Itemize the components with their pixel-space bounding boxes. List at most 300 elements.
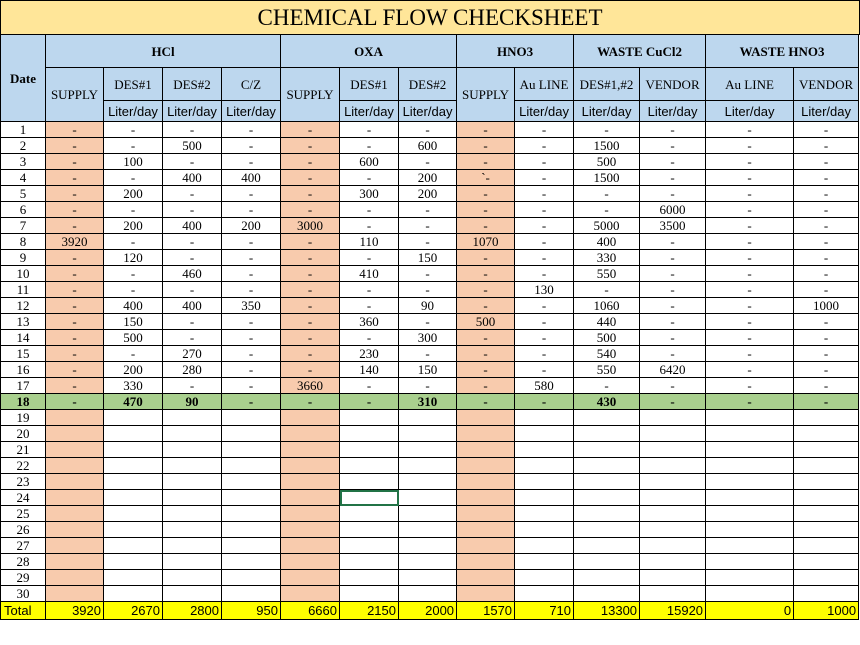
data-cell[interactable] (706, 410, 794, 426)
date-cell[interactable]: 4 (1, 170, 46, 186)
data-cell[interactable]: - (163, 186, 222, 202)
data-cell[interactable] (399, 426, 457, 442)
data-cell[interactable] (163, 586, 222, 602)
data-cell[interactable] (104, 442, 163, 458)
data-cell[interactable] (222, 458, 281, 474)
data-cell[interactable]: - (163, 282, 222, 298)
data-cell[interactable]: - (104, 170, 163, 186)
data-cell[interactable]: - (399, 282, 457, 298)
date-cell[interactable]: 13 (1, 314, 46, 330)
data-cell[interactable]: - (794, 250, 859, 266)
data-cell[interactable]: - (706, 378, 794, 394)
data-cell[interactable]: - (457, 154, 515, 170)
data-cell[interactable]: 3920 (46, 234, 104, 250)
total-cell[interactable]: 710 (515, 602, 574, 620)
data-cell[interactable]: - (399, 346, 457, 362)
data-cell[interactable]: 150 (399, 250, 457, 266)
data-cell[interactable]: - (46, 394, 104, 410)
data-cell[interactable]: - (640, 170, 706, 186)
data-cell[interactable] (515, 490, 574, 506)
data-cell[interactable] (340, 426, 399, 442)
data-cell[interactable]: - (640, 234, 706, 250)
data-cell[interactable] (457, 490, 515, 506)
total-cell[interactable]: 3920 (46, 602, 104, 620)
total-cell[interactable]: 6660 (281, 602, 340, 620)
total-cell[interactable]: 1000 (794, 602, 859, 620)
data-cell[interactable] (163, 522, 222, 538)
data-cell[interactable]: 350 (222, 298, 281, 314)
data-cell[interactable] (794, 586, 859, 602)
data-cell[interactable]: - (706, 330, 794, 346)
date-cell[interactable]: 27 (1, 538, 46, 554)
data-cell[interactable]: 6000 (640, 202, 706, 218)
data-cell[interactable] (399, 570, 457, 586)
data-cell[interactable] (515, 474, 574, 490)
data-cell[interactable]: 430 (574, 394, 640, 410)
data-cell[interactable]: 3500 (640, 218, 706, 234)
data-cell[interactable] (340, 506, 399, 522)
data-cell[interactable]: 200 (104, 186, 163, 202)
data-cell[interactable] (706, 458, 794, 474)
data-cell[interactable] (640, 458, 706, 474)
data-cell[interactable] (640, 410, 706, 426)
column-header-au-line[interactable]: Au LINE (706, 68, 794, 101)
data-cell[interactable] (104, 490, 163, 506)
data-cell[interactable] (281, 458, 340, 474)
data-cell[interactable] (222, 538, 281, 554)
data-cell[interactable]: - (574, 186, 640, 202)
date-cell[interactable]: 16 (1, 362, 46, 378)
data-cell[interactable] (340, 586, 399, 602)
data-cell[interactable]: - (399, 218, 457, 234)
data-cell[interactable]: - (340, 138, 399, 154)
data-cell[interactable]: - (706, 218, 794, 234)
date-cell[interactable]: 3 (1, 154, 46, 170)
data-cell[interactable] (457, 506, 515, 522)
column-header-supply[interactable]: SUPPLY (281, 68, 340, 122)
data-cell[interactable] (515, 426, 574, 442)
data-cell[interactable]: 360 (340, 314, 399, 330)
data-cell[interactable]: - (340, 218, 399, 234)
data-cell[interactable]: 310 (399, 394, 457, 410)
data-cell[interactable]: - (46, 314, 104, 330)
data-cell[interactable]: - (706, 282, 794, 298)
data-cell[interactable]: - (46, 122, 104, 138)
data-cell[interactable] (706, 490, 794, 506)
data-cell[interactable] (457, 474, 515, 490)
data-cell[interactable] (46, 554, 104, 570)
data-cell[interactable]: - (457, 298, 515, 314)
total-cell[interactable]: 13300 (574, 602, 640, 620)
data-cell[interactable] (104, 522, 163, 538)
column-header-des-2[interactable]: DES#2 (163, 68, 222, 101)
unit-label[interactable]: Liter/day (163, 101, 222, 122)
data-cell[interactable] (706, 522, 794, 538)
total-cell[interactable]: 2000 (399, 602, 457, 620)
date-cell[interactable]: 7 (1, 218, 46, 234)
column-header-des-2[interactable]: DES#2 (399, 68, 457, 101)
data-cell[interactable]: - (281, 122, 340, 138)
data-cell[interactable] (46, 490, 104, 506)
data-cell[interactable]: - (706, 266, 794, 282)
data-cell[interactable]: - (222, 234, 281, 250)
date-cell[interactable]: 30 (1, 586, 46, 602)
date-cell[interactable]: 19 (1, 410, 46, 426)
data-cell[interactable]: - (104, 202, 163, 218)
data-cell[interactable]: - (515, 346, 574, 362)
data-cell[interactable] (46, 538, 104, 554)
data-cell[interactable] (457, 586, 515, 602)
data-cell[interactable]: - (222, 314, 281, 330)
data-cell[interactable]: - (794, 154, 859, 170)
date-cell[interactable]: 8 (1, 234, 46, 250)
data-cell[interactable] (640, 426, 706, 442)
data-cell[interactable] (515, 410, 574, 426)
data-cell[interactable] (399, 410, 457, 426)
data-cell[interactable]: - (640, 378, 706, 394)
date-cell[interactable]: 20 (1, 426, 46, 442)
data-cell[interactable] (281, 490, 340, 506)
data-cell[interactable] (794, 474, 859, 490)
data-cell[interactable] (340, 474, 399, 490)
date-cell[interactable]: 25 (1, 506, 46, 522)
group-header-oxa[interactable]: OXA (281, 35, 457, 68)
column-header-au-line[interactable]: Au LINE (515, 68, 574, 101)
date-cell[interactable]: 9 (1, 250, 46, 266)
data-cell[interactable]: 500 (163, 138, 222, 154)
data-cell[interactable] (163, 458, 222, 474)
data-cell[interactable]: - (46, 186, 104, 202)
data-cell[interactable]: 1000 (794, 298, 859, 314)
data-cell[interactable] (574, 410, 640, 426)
data-cell[interactable]: 280 (163, 362, 222, 378)
data-cell[interactable]: - (163, 202, 222, 218)
data-cell[interactable]: 150 (104, 314, 163, 330)
data-cell[interactable]: 200 (222, 218, 281, 234)
column-header-supply[interactable]: SUPPLY (46, 68, 104, 122)
data-cell[interactable]: - (640, 394, 706, 410)
date-cell[interactable]: 15 (1, 346, 46, 362)
group-header-hno3[interactable]: HNO3 (457, 35, 574, 68)
data-cell[interactable] (222, 506, 281, 522)
data-cell[interactable]: 200 (104, 362, 163, 378)
data-cell[interactable] (222, 410, 281, 426)
data-cell[interactable] (515, 570, 574, 586)
total-cell[interactable]: 950 (222, 602, 281, 620)
data-cell[interactable]: - (706, 202, 794, 218)
data-cell[interactable]: 300 (340, 186, 399, 202)
data-cell[interactable] (457, 426, 515, 442)
data-cell[interactable]: - (281, 202, 340, 218)
data-cell[interactable]: - (515, 362, 574, 378)
column-header-des-1[interactable]: DES#1 (104, 68, 163, 101)
data-cell[interactable] (163, 410, 222, 426)
data-cell[interactable]: - (46, 138, 104, 154)
data-cell[interactable]: - (457, 122, 515, 138)
data-cell[interactable] (794, 570, 859, 586)
data-cell[interactable]: - (222, 266, 281, 282)
data-cell[interactable] (640, 506, 706, 522)
data-cell[interactable]: - (222, 346, 281, 362)
date-cell[interactable]: 22 (1, 458, 46, 474)
data-cell[interactable] (794, 490, 859, 506)
data-cell[interactable]: - (340, 394, 399, 410)
total-cell[interactable]: 15920 (640, 602, 706, 620)
total-label[interactable]: Total (1, 602, 46, 620)
data-cell[interactable]: 200 (104, 218, 163, 234)
data-cell[interactable] (163, 554, 222, 570)
data-cell[interactable]: - (515, 138, 574, 154)
data-cell[interactable] (457, 522, 515, 538)
data-cell[interactable]: - (457, 282, 515, 298)
data-cell[interactable] (706, 538, 794, 554)
date-cell[interactable]: 11 (1, 282, 46, 298)
data-cell[interactable] (399, 442, 457, 458)
data-cell[interactable] (340, 458, 399, 474)
data-cell[interactable] (574, 474, 640, 490)
data-cell[interactable] (574, 554, 640, 570)
data-cell[interactable]: 400 (163, 218, 222, 234)
data-cell[interactable]: 1500 (574, 138, 640, 154)
data-cell[interactable] (794, 522, 859, 538)
data-cell[interactable] (515, 554, 574, 570)
data-cell[interactable]: - (794, 266, 859, 282)
data-cell[interactable]: - (399, 378, 457, 394)
data-cell[interactable]: - (163, 378, 222, 394)
data-cell[interactable]: - (46, 250, 104, 266)
date-cell[interactable]: 26 (1, 522, 46, 538)
data-cell[interactable]: 1500 (574, 170, 640, 186)
data-cell[interactable]: - (163, 154, 222, 170)
data-cell[interactable]: - (46, 154, 104, 170)
data-cell[interactable]: 400 (163, 298, 222, 314)
data-cell[interactable] (281, 522, 340, 538)
data-cell[interactable]: - (794, 314, 859, 330)
column-header-des-1[interactable]: DES#1 (340, 68, 399, 101)
data-cell[interactable]: - (515, 234, 574, 250)
data-cell[interactable]: - (340, 170, 399, 186)
data-cell[interactable]: - (399, 234, 457, 250)
data-cell[interactable] (281, 538, 340, 554)
unit-label[interactable]: Liter/day (104, 101, 163, 122)
data-cell[interactable]: - (281, 186, 340, 202)
data-cell[interactable]: - (281, 170, 340, 186)
data-cell[interactable]: - (340, 122, 399, 138)
data-cell[interactable]: - (706, 122, 794, 138)
date-cell[interactable]: 10 (1, 266, 46, 282)
data-cell[interactable] (281, 474, 340, 490)
date-header[interactable]: Date (1, 35, 46, 122)
data-cell[interactable]: - (515, 266, 574, 282)
group-header-waste-hno3[interactable]: WASTE HNO3 (706, 35, 859, 68)
data-cell[interactable] (46, 426, 104, 442)
data-cell[interactable] (574, 426, 640, 442)
data-cell[interactable]: - (794, 346, 859, 362)
data-cell[interactable] (163, 506, 222, 522)
data-cell[interactable] (222, 554, 281, 570)
data-cell[interactable]: - (399, 314, 457, 330)
data-cell[interactable] (281, 506, 340, 522)
data-cell[interactable]: 100 (104, 154, 163, 170)
data-cell[interactable]: - (706, 234, 794, 250)
data-cell[interactable]: 1070 (457, 234, 515, 250)
column-header-supply[interactable]: SUPPLY (457, 68, 515, 122)
data-cell[interactable]: 470 (104, 394, 163, 410)
data-cell[interactable]: - (281, 394, 340, 410)
data-cell[interactable]: 410 (340, 266, 399, 282)
data-cell[interactable] (340, 490, 399, 506)
data-cell[interactable] (640, 570, 706, 586)
data-cell[interactable]: - (163, 330, 222, 346)
date-cell[interactable]: 6 (1, 202, 46, 218)
data-cell[interactable] (515, 506, 574, 522)
data-cell[interactable] (104, 506, 163, 522)
data-cell[interactable]: - (340, 330, 399, 346)
data-cell[interactable]: - (706, 138, 794, 154)
data-cell[interactable]: - (794, 362, 859, 378)
data-cell[interactable] (706, 426, 794, 442)
data-cell[interactable]: 140 (340, 362, 399, 378)
data-cell[interactable]: - (399, 154, 457, 170)
data-cell[interactable]: - (706, 186, 794, 202)
data-cell[interactable]: - (640, 314, 706, 330)
data-cell[interactable]: 150 (399, 362, 457, 378)
data-cell[interactable] (706, 506, 794, 522)
data-cell[interactable]: 600 (340, 154, 399, 170)
data-cell[interactable] (104, 538, 163, 554)
data-cell[interactable] (340, 442, 399, 458)
data-cell[interactable]: 90 (399, 298, 457, 314)
data-cell[interactable]: - (222, 250, 281, 266)
data-cell[interactable]: - (340, 298, 399, 314)
data-cell[interactable]: - (340, 282, 399, 298)
data-cell[interactable]: - (104, 266, 163, 282)
data-cell[interactable]: - (706, 346, 794, 362)
data-cell[interactable]: - (515, 314, 574, 330)
data-cell[interactable]: - (515, 250, 574, 266)
data-cell[interactable]: 6420 (640, 362, 706, 378)
column-header-vendor[interactable]: VENDOR (640, 68, 706, 101)
data-cell[interactable] (46, 506, 104, 522)
data-cell[interactable]: 110 (340, 234, 399, 250)
data-cell[interactable]: - (640, 154, 706, 170)
data-cell[interactable]: 500 (574, 330, 640, 346)
data-cell[interactable]: - (46, 282, 104, 298)
data-cell[interactable]: - (281, 362, 340, 378)
unit-label[interactable]: Liter/day (794, 101, 859, 122)
data-cell[interactable]: 230 (340, 346, 399, 362)
data-cell[interactable] (515, 538, 574, 554)
data-cell[interactable]: - (222, 138, 281, 154)
data-cell[interactable]: - (222, 282, 281, 298)
date-cell[interactable]: 21 (1, 442, 46, 458)
data-cell[interactable] (281, 586, 340, 602)
data-cell[interactable] (46, 522, 104, 538)
data-cell[interactable]: - (163, 234, 222, 250)
data-cell[interactable]: 460 (163, 266, 222, 282)
data-cell[interactable]: 3000 (281, 218, 340, 234)
data-cell[interactable] (794, 554, 859, 570)
data-cell[interactable] (46, 442, 104, 458)
data-cell[interactable]: - (706, 314, 794, 330)
data-cell[interactable]: - (794, 234, 859, 250)
date-cell[interactable]: 24 (1, 490, 46, 506)
data-cell[interactable] (222, 570, 281, 586)
data-cell[interactable]: - (104, 138, 163, 154)
data-cell[interactable] (515, 442, 574, 458)
data-cell[interactable] (457, 442, 515, 458)
data-cell[interactable] (574, 490, 640, 506)
data-cell[interactable]: - (457, 394, 515, 410)
data-cell[interactable]: - (46, 346, 104, 362)
data-cell[interactable]: 500 (457, 314, 515, 330)
data-cell[interactable]: - (457, 330, 515, 346)
data-cell[interactable] (399, 586, 457, 602)
data-cell[interactable]: 400 (104, 298, 163, 314)
data-cell[interactable]: - (399, 266, 457, 282)
data-cell[interactable] (794, 442, 859, 458)
data-cell[interactable] (515, 522, 574, 538)
date-cell[interactable]: 23 (1, 474, 46, 490)
unit-label[interactable]: Liter/day (574, 101, 640, 122)
data-cell[interactable]: 400 (574, 234, 640, 250)
data-cell[interactable]: - (457, 378, 515, 394)
data-cell[interactable] (457, 458, 515, 474)
total-cell[interactable]: 1570 (457, 602, 515, 620)
data-cell[interactable] (46, 474, 104, 490)
data-cell[interactable]: - (281, 234, 340, 250)
data-cell[interactable]: - (706, 250, 794, 266)
data-cell[interactable] (515, 458, 574, 474)
data-cell[interactable]: - (46, 218, 104, 234)
data-cell[interactable] (222, 426, 281, 442)
data-cell[interactable]: - (46, 330, 104, 346)
data-cell[interactable] (340, 570, 399, 586)
data-cell[interactable] (104, 554, 163, 570)
column-header-vendor[interactable]: VENDOR (794, 68, 859, 101)
data-cell[interactable]: 200 (399, 170, 457, 186)
data-cell[interactable]: - (104, 122, 163, 138)
group-header-waste-cucl2[interactable]: WASTE CuCl2 (574, 35, 706, 68)
data-cell[interactable]: 330 (104, 378, 163, 394)
data-cell[interactable] (640, 538, 706, 554)
data-cell[interactable]: - (794, 218, 859, 234)
data-cell[interactable]: - (706, 362, 794, 378)
data-cell[interactable] (574, 538, 640, 554)
data-cell[interactable]: - (222, 362, 281, 378)
data-cell[interactable] (399, 506, 457, 522)
data-cell[interactable]: 1060 (574, 298, 640, 314)
data-cell[interactable]: 90 (163, 394, 222, 410)
data-cell[interactable] (706, 474, 794, 490)
total-cell[interactable]: 2800 (163, 602, 222, 620)
data-cell[interactable]: - (104, 282, 163, 298)
data-cell[interactable]: - (515, 170, 574, 186)
data-cell[interactable]: - (515, 394, 574, 410)
data-cell[interactable]: - (222, 154, 281, 170)
data-cell[interactable]: - (794, 282, 859, 298)
data-cell[interactable]: - (515, 202, 574, 218)
data-cell[interactable]: - (222, 394, 281, 410)
data-cell[interactable]: - (515, 122, 574, 138)
data-cell[interactable]: - (706, 154, 794, 170)
data-cell[interactable] (706, 442, 794, 458)
data-cell[interactable] (457, 554, 515, 570)
data-cell[interactable]: - (340, 202, 399, 218)
data-cell[interactable] (46, 570, 104, 586)
data-cell[interactable]: - (640, 138, 706, 154)
group-header-hcl[interactable]: HCl (46, 35, 281, 68)
